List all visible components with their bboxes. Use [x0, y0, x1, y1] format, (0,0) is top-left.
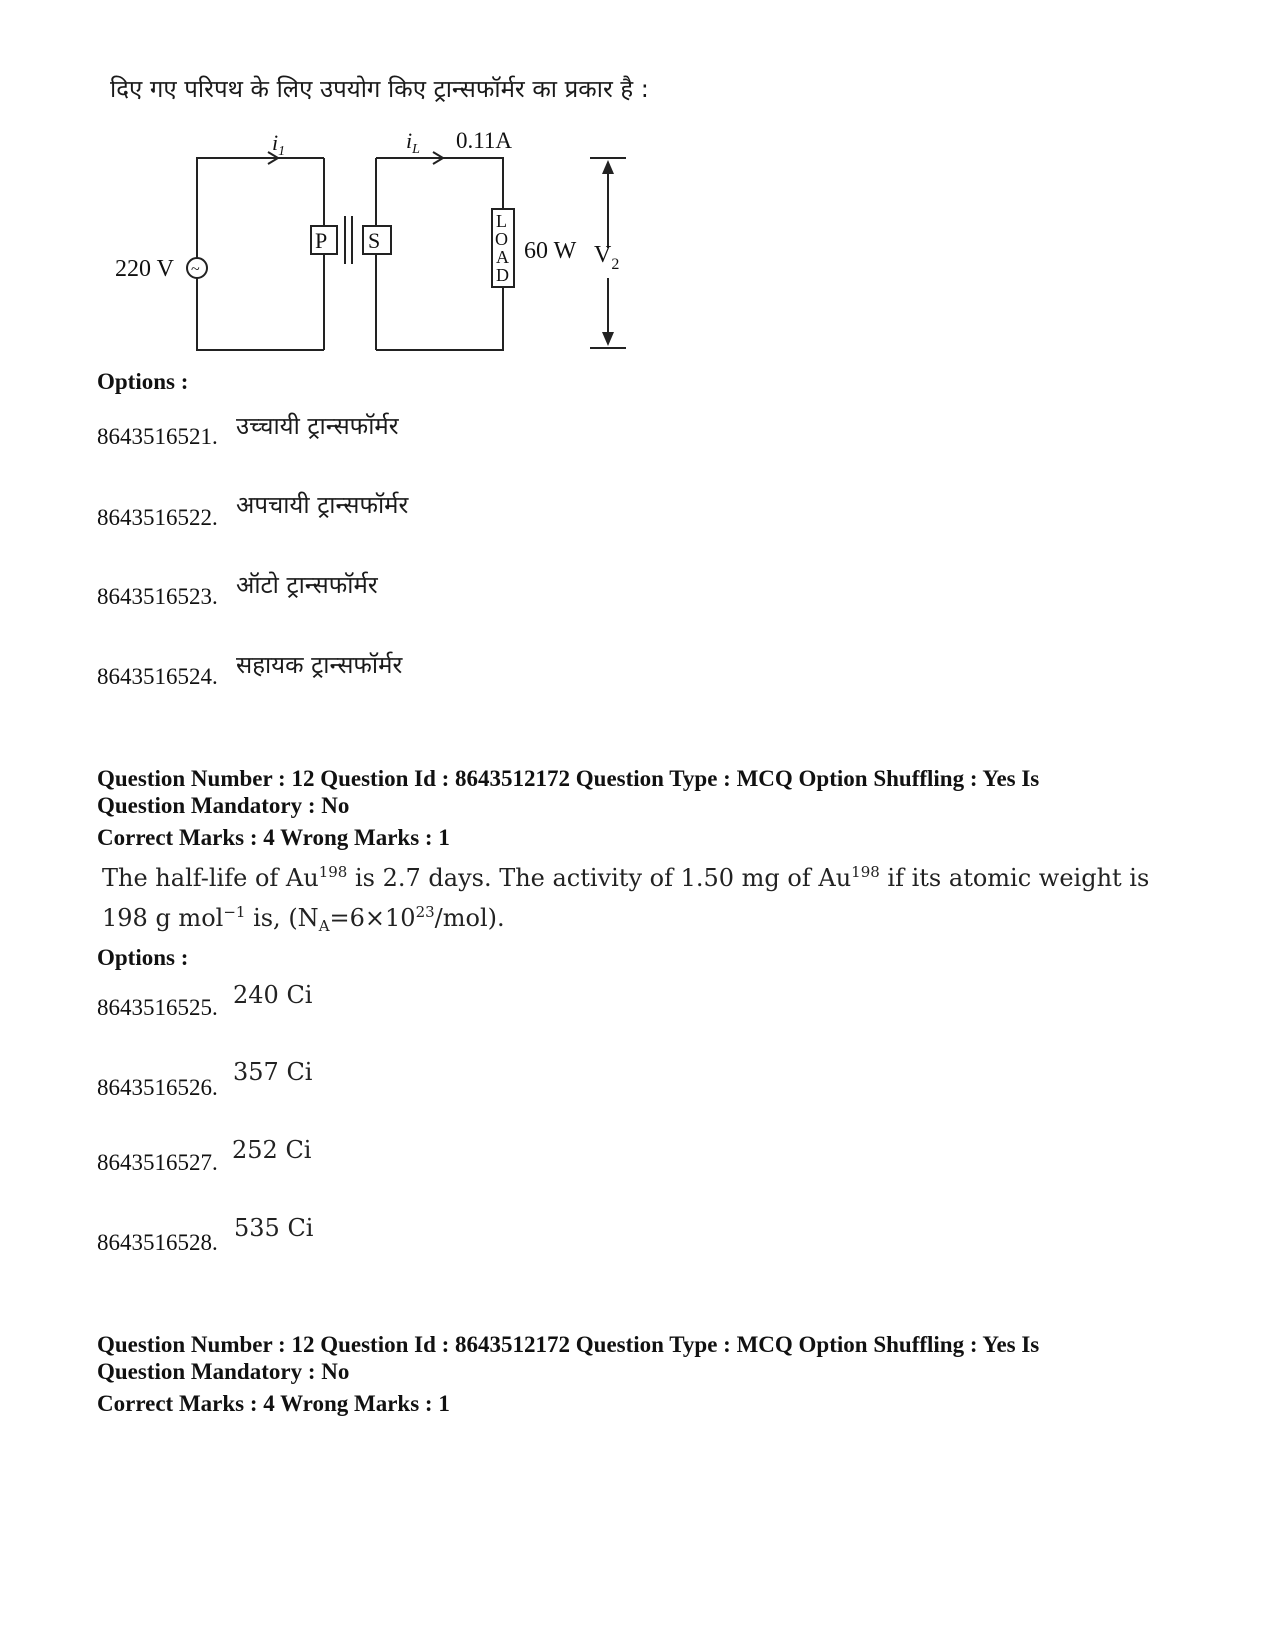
- option-id: 8643516525.: [97, 995, 218, 1020]
- load-letter: O: [495, 229, 508, 249]
- load-letter: L: [496, 211, 507, 231]
- marks-line: Correct Marks : 4 Wrong Marks : 1: [97, 825, 450, 850]
- primary-current-label: $i_1$: [272, 130, 286, 159]
- question-header: Question Number : 12 Question Id : 8643512172 Question Type : MCQ Option Shuffling : Yes Is: [97, 766, 1040, 791]
- load-power-label: 60 W: [524, 238, 577, 264]
- load-current-label: $i_L$: [406, 128, 420, 157]
- option-text[interactable]: सहायक ट्रान्सफॉर्मर: [236, 651, 403, 679]
- svg-text:~: ~: [191, 261, 200, 278]
- option-id: 8643516528.: [97, 1230, 218, 1255]
- options-label: Options :: [97, 369, 189, 394]
- output-voltage-label: $V_2$: [594, 242, 620, 273]
- transformer-circuit-diagram: [100, 120, 660, 365]
- question-mandatory: Question Mandatory : No: [97, 793, 350, 818]
- option-id: 8643516526.: [97, 1075, 218, 1100]
- options-label: Options :: [97, 945, 189, 970]
- option-id: 8643516527.: [97, 1150, 218, 1175]
- question-mandatory: Question Mandatory : No: [97, 1359, 350, 1384]
- secondary-coil-label: S: [368, 228, 381, 253]
- option-text[interactable]: अपचायी ट्रान्सफॉर्मर: [236, 491, 409, 519]
- option-text[interactable]: 240 Ci: [233, 981, 313, 1009]
- option-id: 8643516523.: [97, 584, 218, 609]
- question-text-hindi: दिए गए परिपथ के लिए उपयोग किए ट्रान्सफॉर्मर का प्रकार है :: [110, 75, 649, 103]
- load-current-value: 0.11A: [456, 128, 513, 153]
- primary-coil-label: P: [315, 228, 328, 253]
- option-text[interactable]: 252 Ci: [232, 1136, 312, 1164]
- option-id: 8643516524.: [97, 664, 218, 689]
- question-text-line-2: 198 g mol$^{-1}$ is, $(N_A=6\times 10^{23}/mol)$.: [102, 903, 505, 935]
- question-text: [102, 858, 1149, 938]
- load-letter: D: [496, 265, 509, 285]
- arrow-up-icon: [602, 160, 614, 174]
- option-text[interactable]: 357 Ci: [233, 1058, 313, 1086]
- option-text[interactable]: ऑटो ट्रान्सफॉर्मर: [236, 571, 378, 599]
- primary-wire: [197, 158, 324, 350]
- source-voltage-label: 220 V: [115, 256, 174, 282]
- option-text[interactable]: 535 Ci: [234, 1214, 314, 1242]
- load-letter: A: [496, 247, 509, 267]
- marks-line: Correct Marks : 4 Wrong Marks : 1: [97, 1391, 450, 1416]
- option-id: 8643516521.: [97, 424, 218, 449]
- question-header: Question Number : 12 Question Id : 8643512172 Question Type : MCQ Option Shuffling : Yes Is: [97, 1332, 1040, 1357]
- option-id: 8643516522.: [97, 505, 218, 530]
- option-text[interactable]: उच्चायी ट्रान्सफॉर्मर: [236, 412, 399, 440]
- question-text-line-1: The half-life of Au$^{198}$ is 2.7 days. The activity of 1.50 mg of Au$^{198}$ if its atomic weight is: [102, 863, 1150, 892]
- arrow-down-icon: [602, 332, 614, 346]
